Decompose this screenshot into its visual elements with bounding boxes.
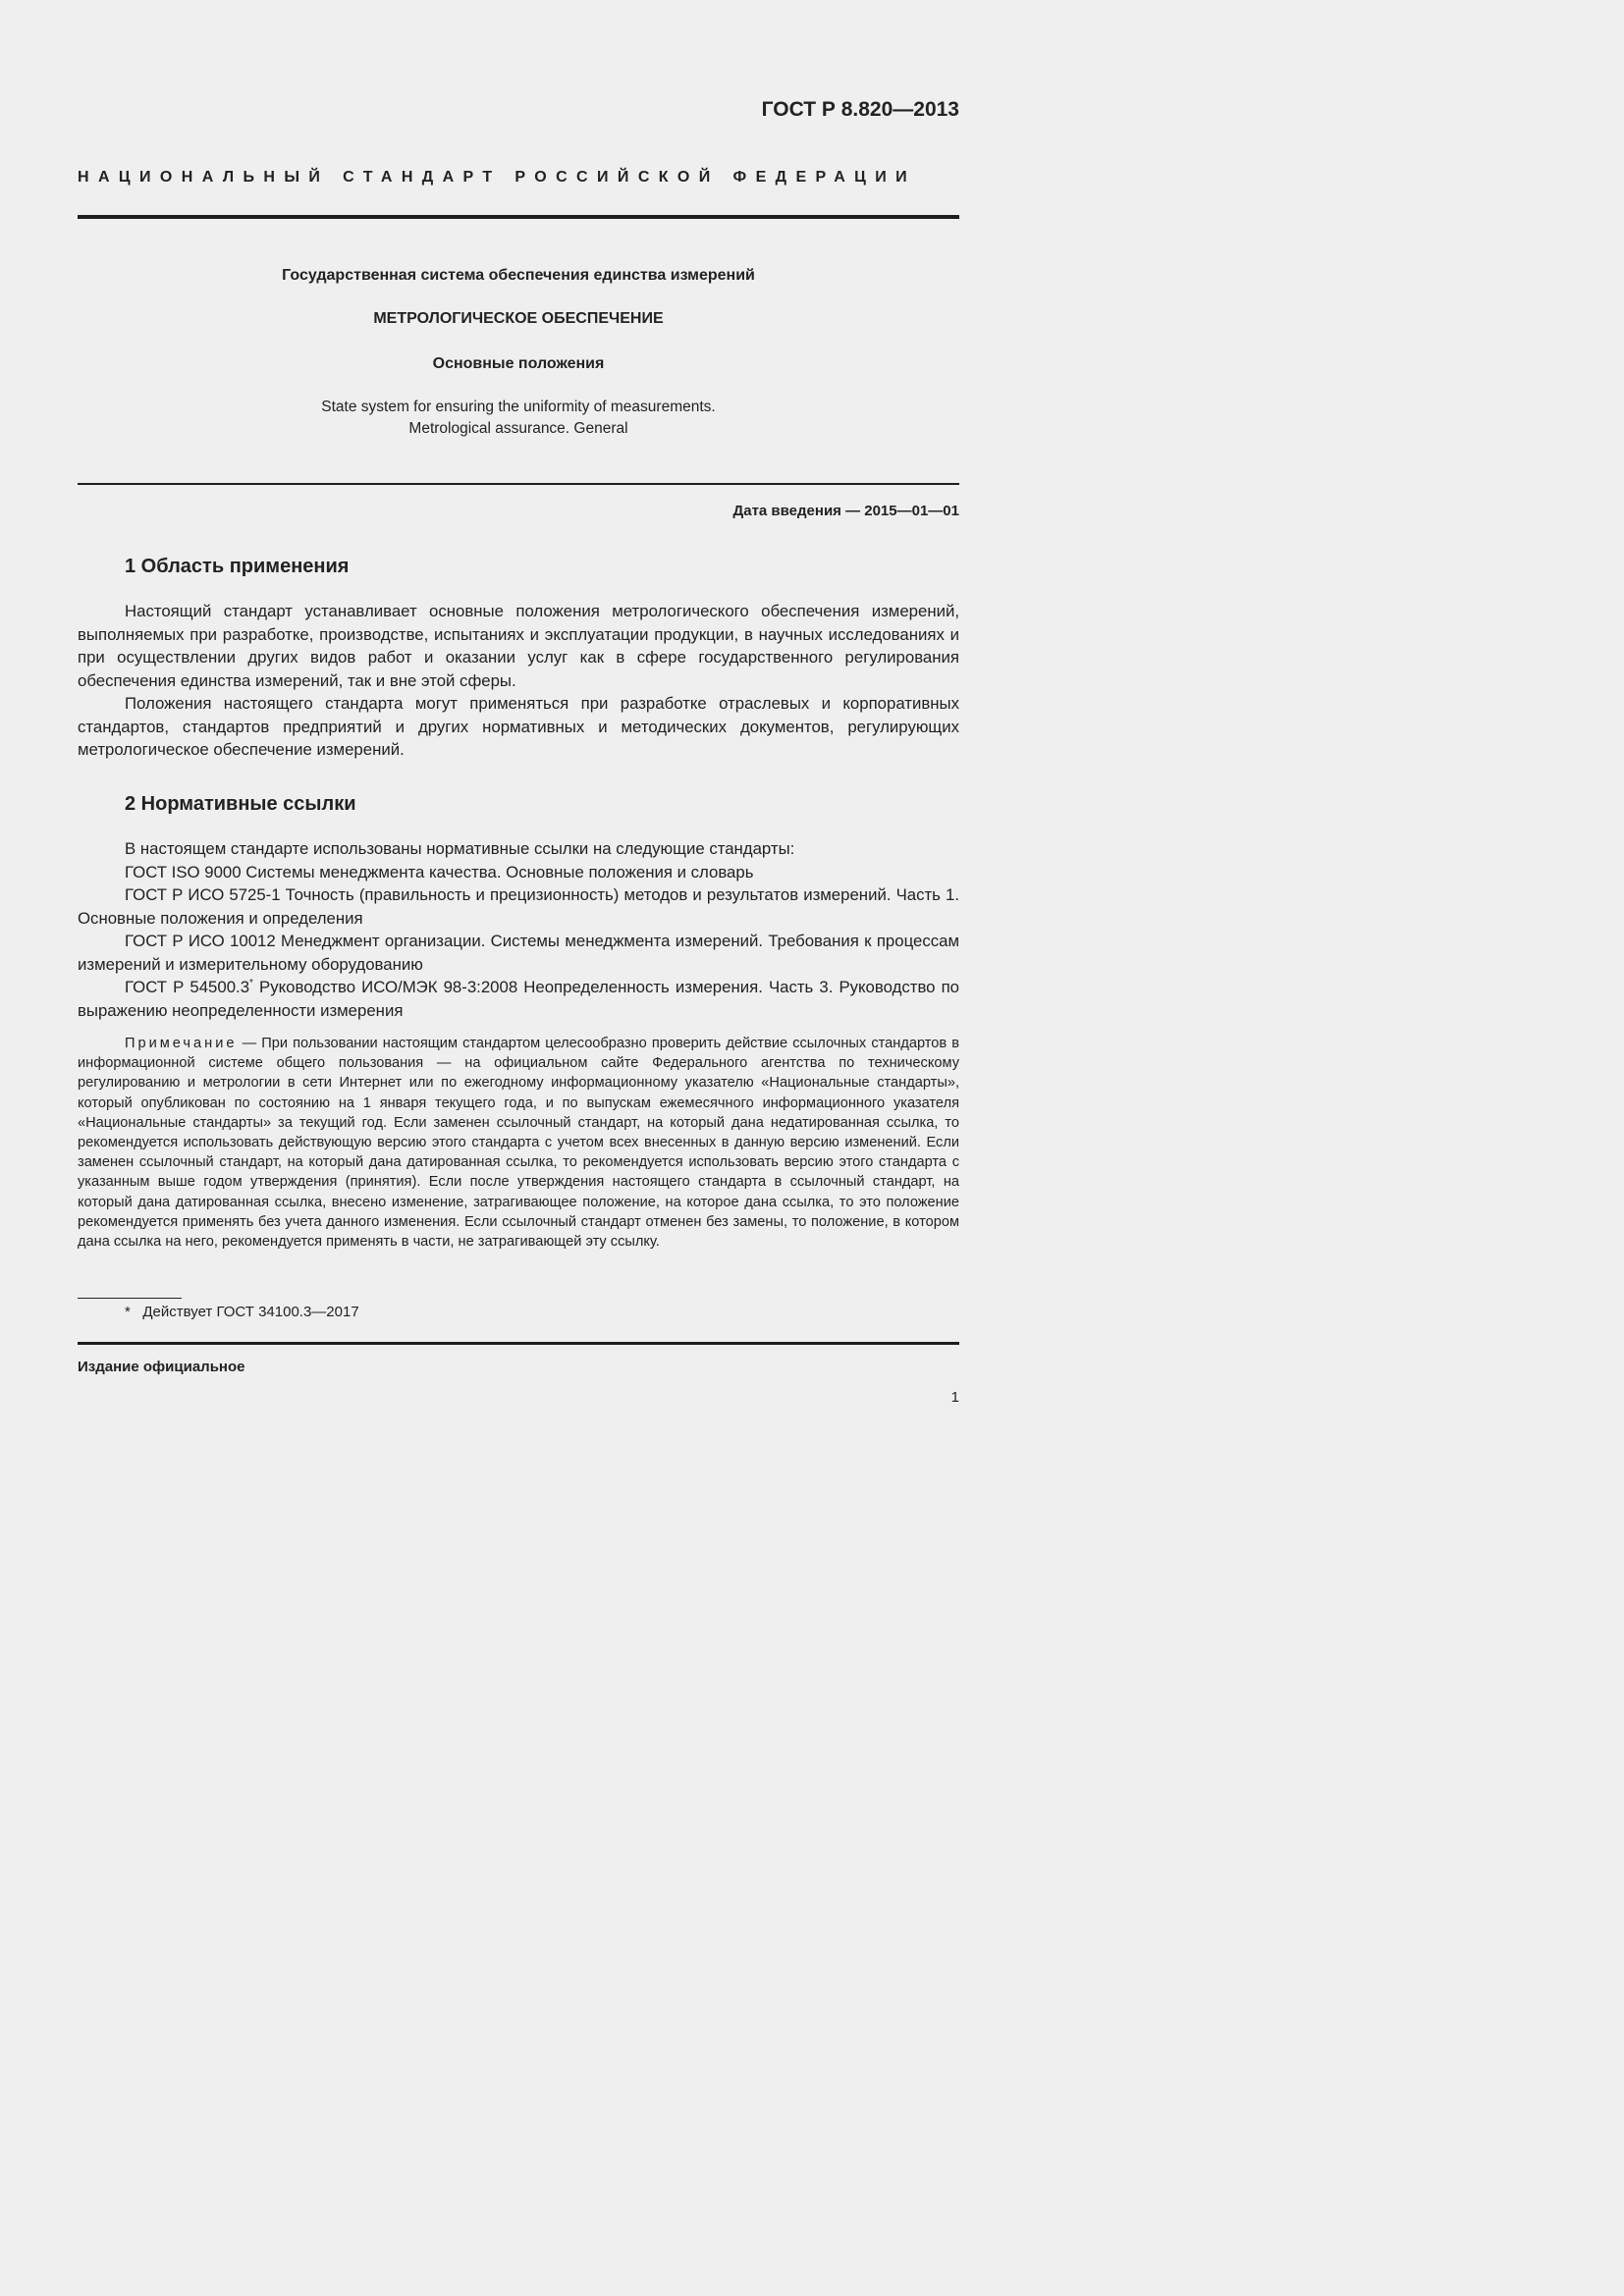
sub-title: Основные положения: [432, 355, 605, 372]
section-scope-body: [78, 600, 959, 762]
note: [78, 1034, 959, 1252]
document-number: ГОСТ Р 8.820—2013: [761, 98, 959, 121]
official-edition-label: Издание официальное: [78, 1359, 245, 1375]
page-number: 1: [950, 1389, 959, 1406]
reference-item: [78, 976, 959, 1022]
reference-text: Руководство ИСО/МЭК 98-3:2008 Неопределенность измерения. Часть 3. Руководство по выражению неопределенности измерения: [78, 978, 960, 1020]
english-title-line: State system for ensuring the uniformity of measurements.: [321, 399, 716, 415]
footnote: [125, 1304, 359, 1320]
header-rule: [78, 215, 959, 219]
paragraph: В настоящем стандарте использованы нормативные ссылки на следующие стандарты:: [125, 839, 795, 858]
reference-item: ГОСТ ISO 9000 Системы менеджмента качества. Основные положения и словарь: [125, 862, 754, 881]
paragraph: Положения настоящего стандарта могут применяться при разработке отраслевых и корпоративных стандартов, стандартов предприятий и других нормативных и методических документов, регулирующих метрологическое обеспечение измерений.: [78, 694, 959, 759]
footnote-separator: [78, 1298, 182, 1299]
section-heading-references: 2 Нормативные ссылки: [125, 793, 356, 815]
section-references-body: [78, 837, 959, 1022]
english-title: [78, 397, 959, 440]
reference-item: ГОСТ Р ИСО 5725-1 Точность (правильность и прецизионность) методов и результатов измерений. Часть 1. Основные положения и определения: [78, 885, 959, 928]
section-heading-scope: 1 Область применения: [125, 556, 350, 577]
footer-rule: [78, 1342, 959, 1345]
reference-code: ГОСТ Р 54500.3: [125, 978, 250, 996]
introduction-date: Дата введения — 2015—01—01: [732, 503, 959, 519]
note-text: — При пользовании настоящим стандартом целесообразно проверить действие ссылочных стандартов в информационной системе общего пользования — на официальном сайте Федерального агентства по техническому регулированию и метрологии в сети Интернет или по ежегодному информационному указателю «Национальные стандарты», который опубликован по состоянию на 1 января текущего года, и по выпускам ежемесячного информационного указателя «Национальные стандарты» за текущий год. Если заменен ссылочный стандарт, на который дана недатированная ссылка, то рекомендуется использовать действующую версию этого стандарта с учетом всех внесенных в данную версию изменений. Если заменен ссылочный стандарт, на который дана датированная ссылка, то рекомендуется использовать версию этого стандарта с указанным выше годом утверждения (принятия). Если после утверждения настоящего стандарта в ссылочный стандарт, на который дана датированная ссылка, внесено изменение, затрагивающее положение, на которое дана ссылка, то это положение рекомендуется применять без учета данного изменения. Если ссылочный стандарт отменен без замены, то положение, в котором дана ссылка на него, рекомендуется применять в части, не затрагивающей эту ссылку.: [78, 1036, 959, 1251]
standard-banner: НАЦИОНАЛЬНЫЙ СТАНДАРТ РОССИЙСКОЙ ФЕДЕРАЦИИ: [78, 169, 917, 186]
footnote-text: Действует ГОСТ 34100.3—2017: [142, 1304, 359, 1320]
system-title: Государственная система обеспечения единства измерений: [282, 267, 755, 284]
paragraph: Настоящий стандарт устанавливает основные положения метрологического обеспечения измерений, выполняемых при разработке, производстве, испытаниях и эксплуатации продукции, в научных исследованиях и при осуществлении других видов работ и оказании услуг как в сфере государственного регулирования обеспечения единства измерений, так и вне этой сферы.: [78, 602, 959, 690]
footnote-marker: *: [249, 978, 253, 988]
reference-item: ГОСТ Р ИСО 10012 Менеджмент организации. Системы менеджмента измерений. Требования к процессам измерений и измерительному оборудованию: [78, 932, 959, 974]
footnote-mark: *: [125, 1304, 131, 1320]
title-rule: [78, 483, 959, 485]
note-label: Примечание: [125, 1036, 238, 1051]
english-title-line: Metrological assurance. General: [408, 420, 628, 437]
document-page: [0, 0, 1089, 1539]
main-title: МЕТРОЛОГИЧЕСКОЕ ОБЕСПЕЧЕНИЕ: [373, 310, 664, 327]
